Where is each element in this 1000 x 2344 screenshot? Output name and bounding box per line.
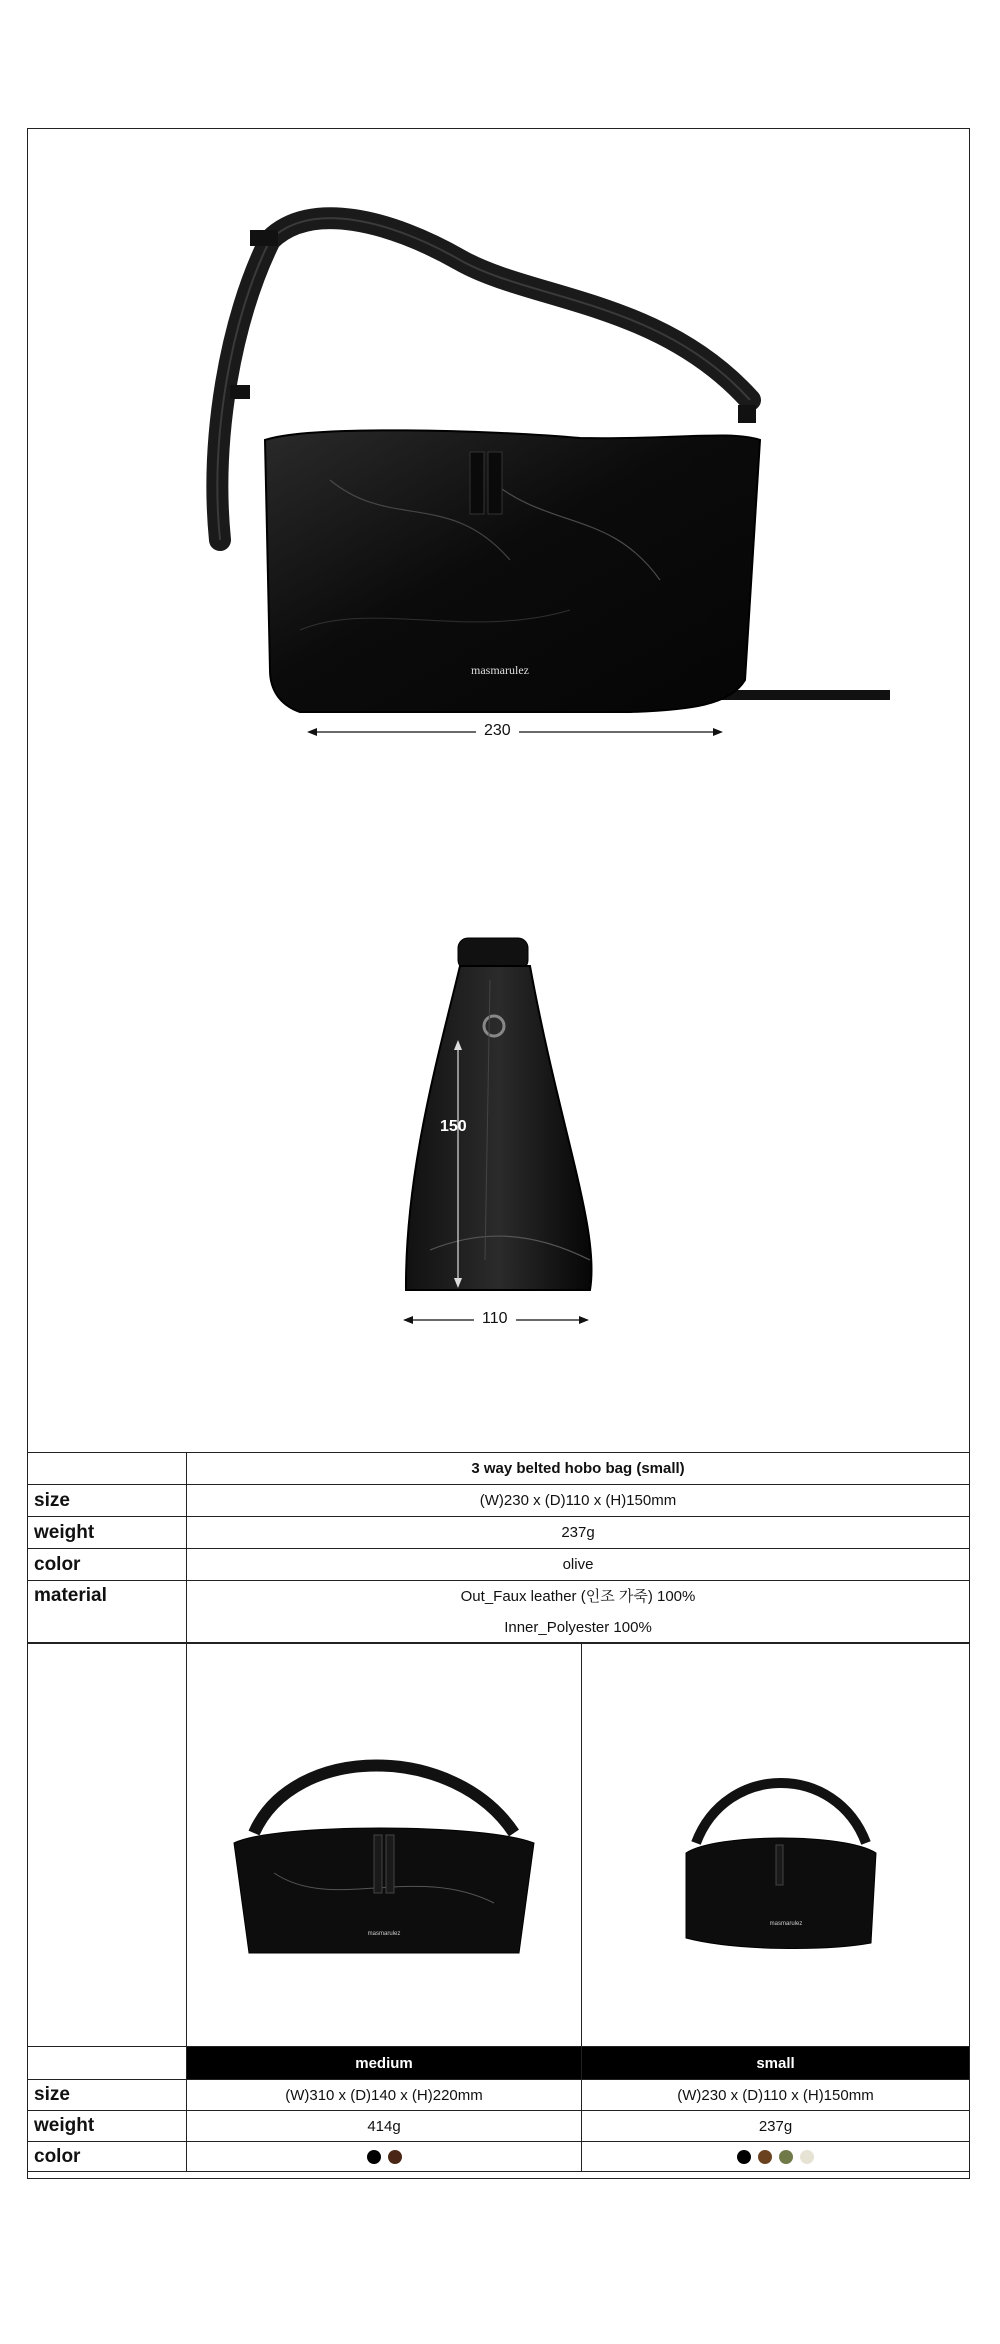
spec-row-color [28, 1549, 970, 1581]
small-colors [582, 2142, 970, 2172]
small-bag-brand-mark: masmarulez [769, 1920, 802, 1927]
color-swatch[interactable] [388, 2150, 402, 2164]
medium-header: medium [187, 2047, 582, 2080]
color-swatch[interactable] [800, 2150, 814, 2164]
small-bag-image [626, 1733, 926, 1953]
size-compare-table [27, 1642, 970, 2172]
side-height-dimension [448, 1040, 468, 1288]
medium-weight: 414g [187, 2111, 582, 2142]
spec-label: size [28, 1485, 187, 1517]
side-height-label: 150 [440, 1118, 467, 1135]
small-size: (W)230 x (D)110 x (H)150mm [582, 2080, 970, 2111]
small-bag-image-cell [582, 1643, 970, 2047]
spec-table [27, 1452, 970, 1644]
medium-colors [187, 2142, 582, 2172]
bag-front-image [190, 200, 910, 740]
medium-bag-brand-mark: masmarulez [367, 1930, 401, 1937]
medium-bag-image-cell [187, 1643, 582, 2047]
compare-row-color [28, 2142, 970, 2172]
spec-row-size [28, 1485, 970, 1517]
medium-bag-image [214, 1723, 554, 1963]
medium-color-swatches [187, 2150, 581, 2164]
side-depth-label: 110 [474, 1310, 516, 1328]
color-swatch[interactable] [737, 2150, 751, 2164]
spec-value: 237g [187, 1517, 970, 1549]
spec-value: olive [187, 1549, 970, 1581]
compare-label: weight [28, 2111, 187, 2142]
small-weight: 237g [582, 2111, 970, 2142]
spec-label: color [28, 1549, 187, 1581]
spec-title: 3 way belted hobo bag (small) [187, 1453, 970, 1485]
color-swatch[interactable] [367, 2150, 381, 2164]
small-header: small [582, 2047, 970, 2080]
compare-label: color [28, 2142, 187, 2172]
spec-label: material [28, 1581, 187, 1644]
small-color-swatches [582, 2150, 969, 2164]
material-line-inner: Inner_Polyester 100% [504, 1619, 652, 1636]
spec-row-weight [28, 1517, 970, 1549]
front-width-label: 230 [476, 722, 519, 740]
color-swatch[interactable] [758, 2150, 772, 2164]
compare-row-size [28, 2080, 970, 2111]
material-line-outer: Out_Faux leather (인조 가죽) 100% [460, 1588, 696, 1605]
color-swatch[interactable] [779, 2150, 793, 2164]
compare-label: size [28, 2080, 187, 2111]
spec-value: (W)230 x (D)110 x (H)150mm [187, 1485, 970, 1517]
compare-row-weight [28, 2111, 970, 2142]
spec-label: weight [28, 1517, 187, 1549]
medium-size: (W)310 x (D)140 x (H)220mm [187, 2080, 582, 2111]
bag-side-image [390, 930, 630, 1310]
bag-brand-mark: masmarulez [471, 663, 529, 677]
spec-row-material [28, 1581, 970, 1644]
